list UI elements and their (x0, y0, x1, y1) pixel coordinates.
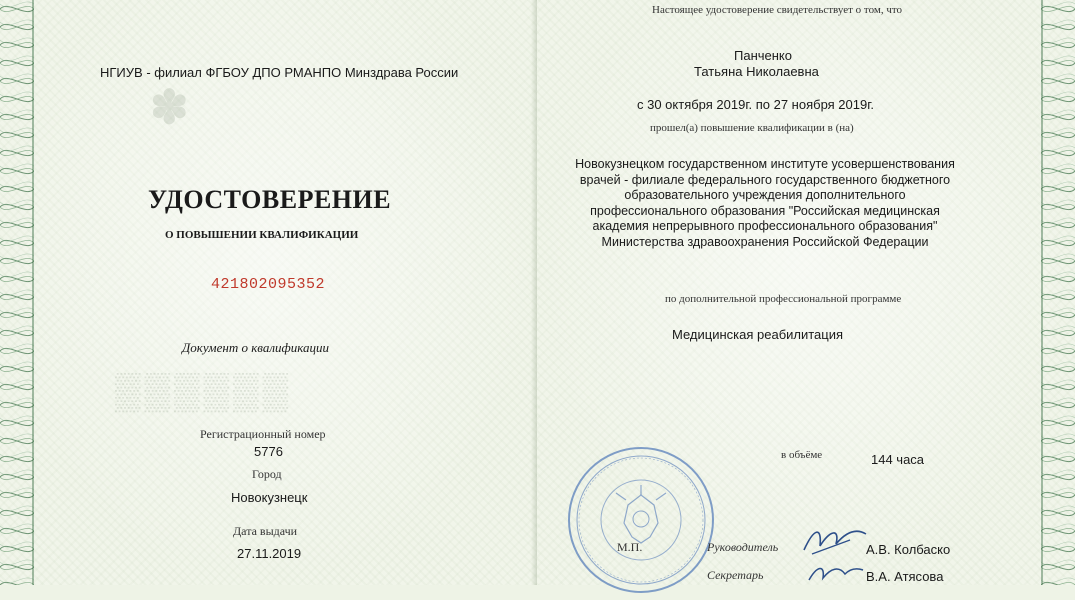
serial-number: 421802095352 (211, 276, 326, 293)
program-name: Медицинская реабилитация (672, 327, 844, 342)
organization-name: НГИУВ - филиал ФГБОУ ДПО РМАНПО Минздрава России (100, 65, 459, 80)
issue-date-label: Дата выдачи (233, 524, 298, 538)
reg-number-label: Регистрационный номер (200, 427, 326, 441)
official-stamp (566, 445, 716, 595)
holder-name: Татьяна Николаевна (694, 64, 819, 79)
institution-line: образовательного учреждения дополнительного (624, 188, 906, 202)
left-guilloche-border (0, 0, 34, 585)
volume-value: 144 часа (871, 452, 925, 467)
secretary-label: Секретарь (707, 568, 764, 582)
institution-line: профессионального образования "Российская медицинская (590, 203, 940, 218)
ghost-watermark-top: ✽ (150, 82, 189, 133)
document-title: УДОСТОВЕРЕНИЕ (148, 185, 392, 214)
holder-surname: Панченко (734, 48, 792, 63)
director-name: А.В. Колбаско (866, 542, 951, 557)
city-value: Новокузнецк (231, 490, 308, 505)
right-guilloche-border (1041, 0, 1075, 585)
ghost-watermark-bottom: ▒▒▒▒▒▒ (115, 371, 293, 411)
certifies-text: Настоящее удостоверение свидетельствует о том, что (652, 4, 903, 16)
training-period: с 30 октября 2019г. по 27 ноября 2019г. (637, 97, 874, 112)
seal-label: М.П. (617, 540, 643, 554)
city-label: Город (252, 467, 282, 481)
institution-block (555, 157, 975, 250)
document-type: Документ о квалификации (182, 340, 329, 355)
document-subtitle: О ПОВЫШЕНИИ КВАЛИФИКАЦИИ (165, 229, 359, 241)
passed-text: прошел(а) повышение квалификации в (на) (650, 122, 854, 134)
program-label: по дополнительной профессиональной программе (665, 293, 902, 305)
institution-line: Новокузнецком государственном институте усовершенствования (575, 157, 955, 171)
secretary-name: В.А. Атясова (866, 569, 944, 584)
reg-number-value: 5776 (254, 444, 283, 459)
director-label: Руководитель (707, 540, 779, 554)
issue-date-value: 27.11.2019 (237, 546, 302, 561)
institution-line: врачей - филиале федерального государственного бюджетного (579, 172, 951, 187)
volume-label: в объёме (781, 449, 823, 461)
director-signature (800, 520, 870, 565)
left-page (0, 0, 537, 585)
institution-line: Министерства здравоохранения Российской Федерации (601, 234, 929, 249)
institution-line: академия непрерывного профессионального образования" (592, 219, 938, 233)
